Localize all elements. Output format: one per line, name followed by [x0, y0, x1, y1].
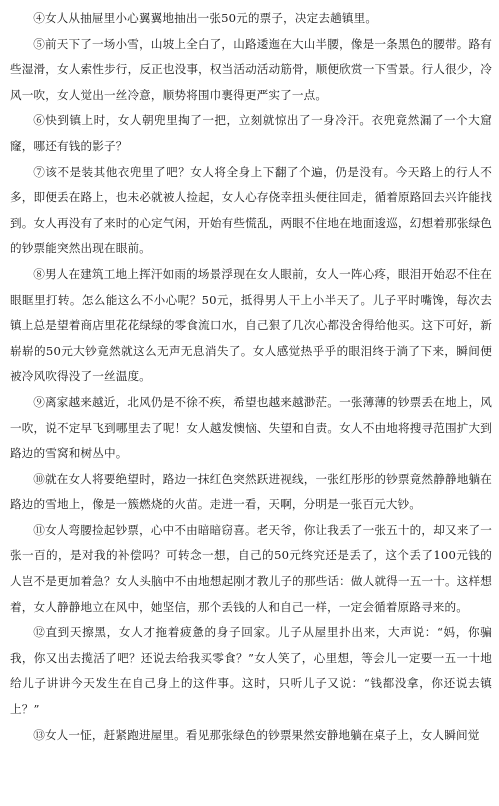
paragraph-text: 该不是装其他衣兜里了吧？女人将全身上下翻了个遍，仍是没有。今天路上的行人不多，即便丢在路上，也未必就被人捡起，女人心存侥幸扭头便往回走，循着原路回去兴许能找到。女人再没有了来时的心定气闲，开始有些慌乱，两眼不住地在地面逡巡，幻想着那张绿色的钞票能突然出现在眼前。 [10, 164, 492, 256]
paragraph-number: ④ [33, 11, 45, 25]
paragraph-text: 离家越来越近，北风仍是不徐不疾，希望也越来越渺茫。一张薄薄的钞票丢在地上，风一吹，说不定早飞到哪里去了呢！女人越发懊恼、失望和自责。女人不由地将搜寻范围扩大到路边的雪窝和树丛中。 [10, 394, 492, 461]
paragraph-8 [10, 262, 492, 390]
paragraph-text: 女人弯腰捡起钞票，心中不由暗暗窃喜。老天爷，你让我丢了一张五十的，却又来了一张一百的，是对我的补偿吗？可转念一想，自己的50元终究还是丢了，这个丢了100元钱的人岂不是更加着急？女人头脑中不由地想起刚才教儿子的那些话：做人就得一五一十。这样想着，女人静静地立在风中，她坚信，那个丢钱的人和自己一样，一定会循着原路寻来的。 [10, 522, 492, 614]
paragraph-text: 直到天擦黑，女人才拖着疲惫的身子回家。儿子从屋里扑出来，大声说：“妈，你骗我，你又出去揽活了吧？还说去给我买零食？”女人笑了，心里想，等会儿一定要一五一十地给儿子讲讲今天发生在自己身上的这件事。这时，只听儿子又说：“钱都没拿，你还说去镇上？” [10, 625, 493, 717]
paragraph-7 [10, 160, 492, 262]
paragraph-number: ⑪ [33, 522, 45, 537]
paragraph-11 [10, 518, 492, 620]
paragraph-6 [10, 108, 492, 159]
paragraph-number: ⑥ [33, 113, 46, 128]
document-page [10, 6, 492, 748]
paragraph-number: ⑩ [33, 471, 45, 486]
paragraph-number: ⑤ [33, 36, 45, 51]
paragraph-text: 男人在建筑工地上挥汗如雨的场景浮现在女人眼前，女人一阵心疼，眼泪开始忍不住在眼眶里打转。怎么能这么不小心呢？50元，抵得男人干上小半天了。儿子平时嘴馋，每次去镇上总是望着商店里花花绿绿的零食流口水，自己狠了几次心都没舍得给他买。这下可好，新崭崭的50元大钞竟然就这么无声无息消失了。女人感觉热乎乎的眼泪终于淌了下来，瞬间便被冷风吹得没了一丝温度。 [10, 266, 492, 384]
paragraph-text: 快到镇上时，女人朝兜里掏了一把，立刻就惊出了一身冷汗。衣兜竟然漏了一个大窟窿，哪还有钱的影子？ [10, 113, 492, 153]
paragraph-number: ⑦ [33, 164, 46, 179]
paragraph-4 [10, 6, 492, 32]
paragraph-number: ⑧ [33, 266, 45, 281]
paragraph-9 [10, 390, 492, 467]
paragraph-text: 就在女人将要绝望时，路边一抹红色突然跃进视线，一张红彤彤的钞票竟然静静地躺在路边的雪地上，像是一簇燃烧的火苗。走进一看，天啊，分明是一张百元大钞。 [10, 471, 492, 512]
paragraph-13 [10, 723, 492, 749]
paragraph-text: 女人从抽屉里小心翼翼地抽出一张50元的票子，决定去趟镇里。 [44, 11, 378, 25]
paragraph-5 [10, 32, 492, 109]
paragraph-number: ⑨ [33, 394, 45, 409]
paragraph-text: 女人一怔，赶紧跑进屋里。看见那张绿色的钞票果然安静地躺在桌子上，女人瞬间觉 [44, 727, 480, 742]
paragraph-12 [10, 620, 492, 722]
paragraph-number: ⑬ [33, 727, 45, 742]
paragraph-10 [10, 467, 492, 518]
paragraph-number: ⑫ [33, 625, 46, 640]
paragraph-text: 前天下了一场小雪，山坡上全白了，山路逶迤在大山半腰，像是一条黑色的腰带。路有些湿滑，女人索性步行，反正也没事，权当活动活动筋骨，顺便欣赏一下雪景。行人很少，冷风一吹，女人觉出一丝冷意，顺势将围巾裹得更严实了一点。 [10, 36, 492, 102]
